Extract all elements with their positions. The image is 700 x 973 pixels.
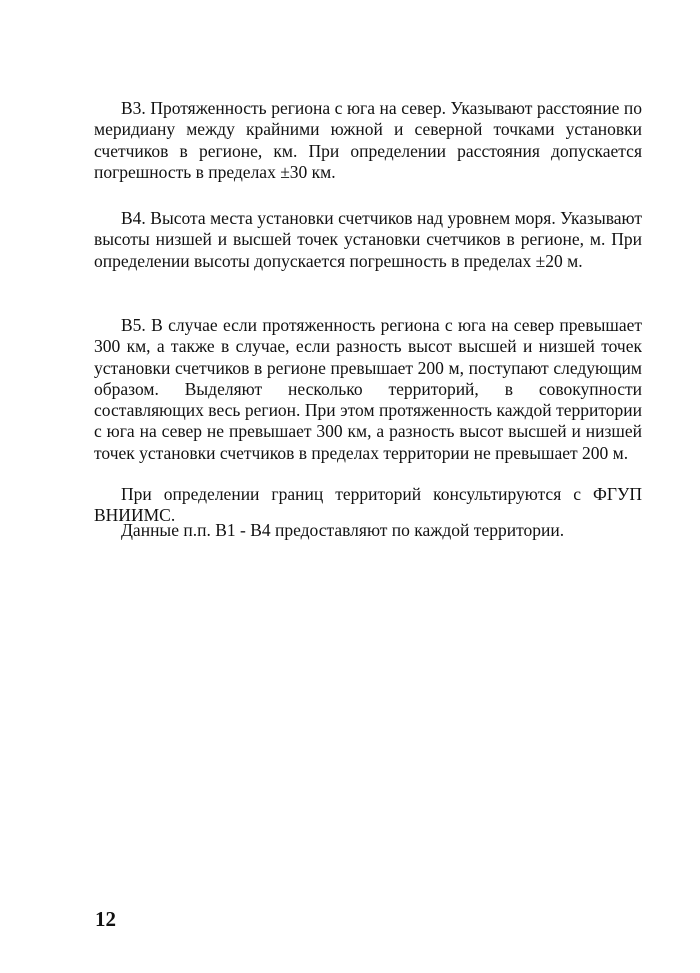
page-number: 12 [95,907,116,931]
paragraph-consultation: При определении границ территорий консультируются с ФГУП ВНИИМС. [94,484,642,526]
paragraph-data-per-territory: Данные п.п. В1 - В4 предоставляют по каждой территории. [121,520,565,540]
paragraph-b5: В5. В случае если протяженность региона с юга на север превышает 300 км, а также в случае, если разность высот высшей и низшей точек установки счетчиков в регионе превышает 200 м, поступают следующим образом. Выделяют несколько территорий, в совокупности составляющих весь регион. При этом протяженность каждой территории с юга на север не превышает 300 км, а разность высот высшей и низшей точек установки счетчиков в пределах территории не превышает 200 м. [94,315,642,463]
paragraph-b3: В3. Протяженность региона с юга на север. Указывают расстояние по меридиану между крайними южной и северной точками установки счетчиков в регионе, км. При определении расстояния допускается погрешность в пределах ±30 км. [94,98,642,182]
paragraph-b4: В4. Высота места установки счетчиков над уровнем моря. Указывают высоты низшей и высшей точек установки счетчиков в регионе, м. При определении высоты допускается погрешность в пределах ±20 м. [94,208,642,271]
